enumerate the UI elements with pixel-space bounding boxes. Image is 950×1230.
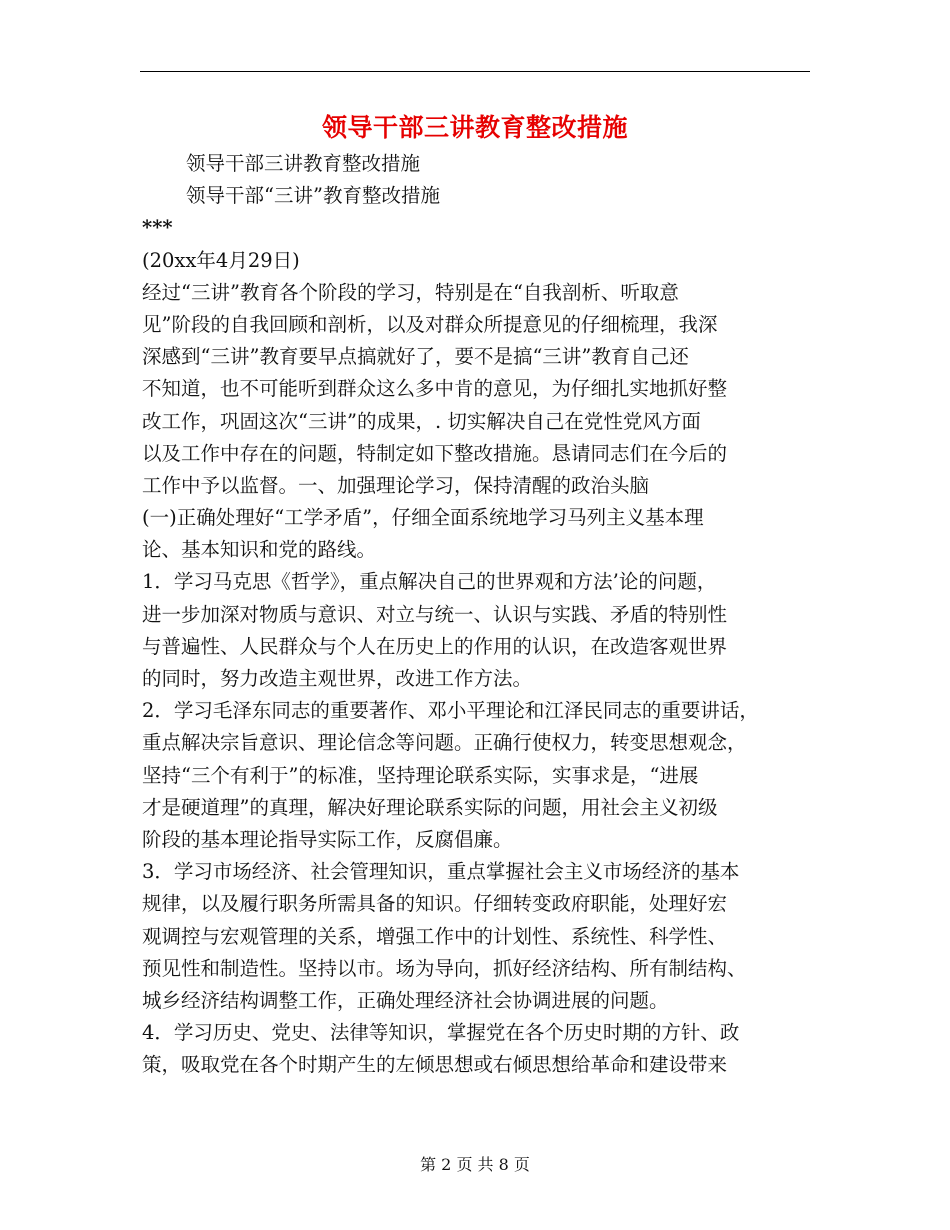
body-line: 论、基本知识和党的路线。	[142, 538, 377, 562]
body-line: (一)正确处理好“工学矛盾”，仔细全面系统地学习马列主义基本理	[142, 506, 704, 530]
body-line: 预见性和制造性。坚持以市。场为导向，抓好经济结构、所有制结构、	[142, 956, 747, 980]
body-line: 观调控与宏观管理的关系，增强工作中的计划性、系统性、科学性、	[142, 924, 728, 948]
body-line: 才是硬道理”的真理，解决好理论联系实际的问题，用社会主义初级	[142, 795, 718, 819]
date-line: (20xx年4月29日)	[142, 248, 300, 272]
body-line: 的同时，努力改造主观世界，改进工作方法。	[142, 667, 533, 690]
paragraph-lines	[142, 277, 814, 1082]
body-line: 3．学习市场经济、社会管理知识，重点掌握社会主义市场经济的基本	[142, 860, 740, 884]
body-line: 城乡经济结构调整工作，正确处理经济社会协调进展的问题。	[142, 988, 669, 1012]
body-line: 策，吸取党在各个时期产生的左倾思想或右倾思想给革命和建设带来	[142, 1053, 728, 1077]
page-number: 第 2 页 共 8 页	[420, 1155, 530, 1174]
body-line: 2．学习毛泽东同志的重要著作、邓小平理论和江泽民同志的重要讲话，	[142, 699, 759, 723]
body-line: 改工作，巩固这次“三讲”的成果，. 切实解决自己在党性党风方面	[142, 409, 701, 433]
body-line: 阶段的基本理论指导实际工作，反腐倡廉。	[142, 827, 513, 851]
body-line: 工作中予以监督。一、加强理论学习，保持清醒的政治头脑	[142, 473, 650, 497]
document-title: 领导干部三讲教育整改措施	[321, 113, 628, 142]
author-line: ***	[142, 216, 173, 240]
body-line: 进一步加深对物质与意识、对立与统一、认识与实践、矛盾的特别性	[142, 602, 728, 626]
subtitle-line: 领导干部三讲教育整改措施	[186, 152, 421, 175]
body-line: 规律，以及履行职务所需具备的知识。仔细转变政府职能，处理好宏	[142, 892, 728, 916]
body-line: 4．学习历史、党史、法律等知识，掌握党在各个历史时期的方针、政	[142, 1021, 740, 1045]
document-body	[142, 148, 814, 1081]
body-line: 以及工作中存在的问题，特制定如下整改措施。恳请同志们在今后的	[142, 441, 728, 465]
body-line: 见”阶段的自我回顾和剖析，以及对群众所提意见的仔细梳理，我深	[142, 312, 718, 336]
body-line: 经过“三讲”教育各个阶段的学习，特别是在“自我剖析、听取意	[142, 280, 679, 304]
body-line: 不知道，也不可能听到群众这么多中肯的意见，为仔细扎实地抓好整	[142, 377, 728, 401]
body-line: 与普遍性、人民群众与个人在历史上的作用的认识，在改造客观世界	[142, 634, 728, 658]
header-rule	[140, 71, 810, 72]
body-line: 深感到“三讲”教育要早点搞就好了，要不是搞“三讲”教育自己还	[142, 345, 689, 369]
subtitle-line: 领导干部“三讲”教育整改措施	[186, 184, 440, 208]
body-line: 坚持“三个有利于”的标准，坚持理论联系实际，实事求是，“进展	[142, 763, 699, 787]
body-line: 重点解决宗旨意识、理论信念等问题。正确行使权力，转变思想观念，	[142, 731, 747, 755]
body-line: 1．学习马克思《哲学》，重点解决自己的世界观和方法’论的问题，	[142, 570, 717, 594]
